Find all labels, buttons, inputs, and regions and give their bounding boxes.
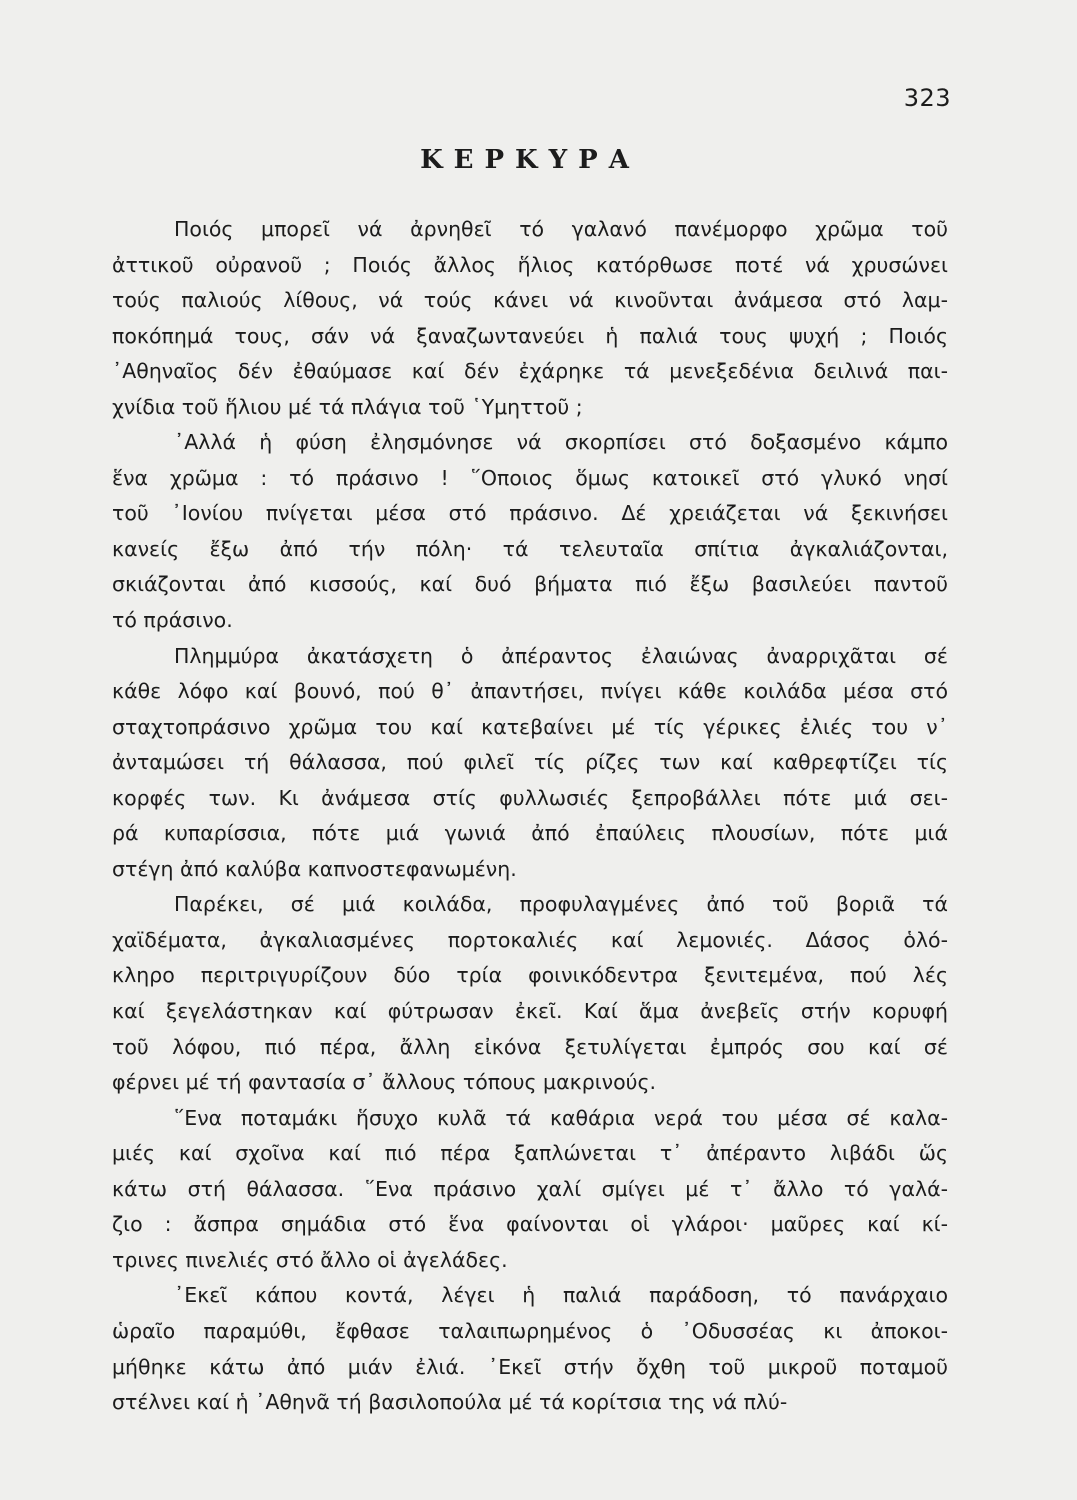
- text-line: σταχτοπράσινο χρῶμα του καί κατεβαίνει μέ τίς γέρικες ἐλιές του ν᾿: [112, 714, 948, 739]
- paragraph: [112, 1278, 948, 1420]
- text-line: ρά κυπαρίσσια, πότε μιά γωνιά ἀπό ἐπαύλεις πλουσίων, πότε μιά: [112, 821, 948, 846]
- text-line: Πλημμύρα ἀκατάσχετη ὁ ἀπέραντος ἐλαιώνας ἀναρριχᾶται σέ: [174, 643, 948, 668]
- text-line: κάτω στή θάλασσα. ῞Ενα πράσινο χαλί σμίγει μέ τ᾿ ἄλλο τό γαλά-: [112, 1176, 948, 1201]
- text-line: στέλνει καί ἡ ᾿Αθηνᾶ τή βασιλοπούλα μέ τά κορίτσια της νά πλύ-: [112, 1390, 788, 1415]
- text-line: ᾿Αλλά ἡ φύση ἐλησμόνησε νά σκορπίσει στό δοξασμένο κάμπο: [174, 430, 948, 455]
- text-line: σκιάζονται ἀπό κισσούς, καί δυό βήματα πιό ἔξω βασιλεύει παντοῦ: [112, 572, 948, 597]
- text-line: ἕνα χρῶμα : τό πράσινο ! ῞Οποιος ὅμως κατοικεῖ στό γλυκό νησί: [112, 465, 948, 490]
- paragraph: [112, 212, 948, 425]
- text-line: Ποιός μπορεῖ νά ἀρνηθεῖ τό γαλανό πανέμορφο χρῶμα τοῦ: [174, 217, 948, 241]
- text-line: κληρο περιτριγυρίζουν δύο τρία φοινικόδεντρα ξενιτεμένα, πού λές: [112, 963, 948, 988]
- text-line: φέρνει μέ τή φαντασία σ᾿ ἄλλους τόπους μακρινούς.: [112, 1070, 657, 1095]
- text-line: καί ξεγελάστηκαν καί φύτρωσαν ἐκεῖ. Καί ἅμα ἀνεβεῖς στήν κορυφή: [112, 999, 948, 1024]
- text-line: τρινες πινελιές στό ἄλλο οἱ ἀγελάδες.: [112, 1247, 508, 1272]
- text-line: χαϊδέματα, ἀγκαλιασμένες πορτοκαλιές καί λεμονιές. Δάσος ὁλό-: [112, 927, 948, 952]
- paragraph: [112, 639, 948, 888]
- text-line: τοῦ ᾿Ιονίου πνίγεται μέσα στό πράσινο. Δέ χρειάζεται νά ξεκινήσει: [112, 501, 948, 526]
- text-line: ὡραῖο παραμύθι, ἔφθασε ταλαιπωρημένος ὁ ᾿Οδυσσέας κι ἀποκοι-: [112, 1318, 948, 1343]
- text-line: ᾿Αθηναῖος δέν ἐθαύμασε καί δέν ἐχάρηκε τά μενεξεδένια δειλινά παι-: [112, 359, 948, 384]
- text-line: μιές καί σχοῖνα καί πιό πέρα ξαπλώνεται τ᾿ ἀπέραντο λιβάδι ὥς: [112, 1141, 948, 1166]
- text-line: τοῦ λόφου, πιό πέρα, ἄλλη εἰκόνα ξετυλίγεται ἐμπρός σου καί σέ: [112, 1034, 948, 1059]
- text-line: χνίδια τοῦ ἥλιου μέ τά πλάγια τοῦ ῾Υμηττοῦ ;: [112, 394, 583, 419]
- text-line: κανείς ἔξω ἀπό τήν πόλη· τά τελευταῖα σπίτια ἀγκαλιάζονται,: [112, 536, 948, 561]
- body-text: [112, 212, 948, 1421]
- text-line: ποκόπημά τους, σάν νά ξαναζωντανεύει ἡ παλιά τους ψυχή ; Ποιός: [112, 323, 948, 348]
- page-title: ΚΕΡΚΥΡΑ: [420, 145, 640, 175]
- text-line: ζιο : ἄσπρα σημάδια στό ἕνα φαίνονται οἱ γλάροι· μαῦρες καί κί-: [112, 1212, 948, 1237]
- text-line: ἀττικοῦ οὐρανοῦ ; Ποιός ἄλλος ἥλιος κατόρθωσε ποτέ νά χρυσώνει: [112, 252, 948, 277]
- paragraph: [112, 887, 948, 1100]
- text-line: μήθηκε κάτω ἀπό μιάν ἐλιά. ᾿Εκεῖ στήν ὄχθη τοῦ μικροῦ ποταμοῦ: [112, 1354, 948, 1379]
- text-line: Παρέκει, σέ μιά κοιλάδα, προφυλαγμένες ἀπό τοῦ βοριᾶ τά: [174, 892, 948, 917]
- text-line: τό πράσινο.: [112, 608, 233, 633]
- text-line: ἀνταμώσει τή θάλασσα, πού φιλεῖ τίς ρίζες των καί καθρεφτίζει τίς: [112, 750, 948, 775]
- text-line: ῞Ενα ποταμάκι ἥσυχο κυλᾶ τά καθάρια νερά του μέσα σέ καλα-: [174, 1105, 948, 1130]
- page-number: 323: [903, 84, 951, 112]
- text-line: τούς παλιούς λίθους, νά τούς κάνει νά κινοῦνται ἀνάμεσα στό λαμ-: [112, 288, 948, 313]
- paragraph: [112, 425, 948, 638]
- text-line: κάθε λόφο καί βουνό, πού θ᾿ ἀπαντήσει, πνίγει κάθε κοιλάδα μέσα στό: [112, 679, 948, 704]
- text-line: στέγη ἀπό καλύβα καπνοστεφανωμένη.: [112, 856, 517, 881]
- paragraph: [112, 1101, 948, 1279]
- text-line: κορφές των. Κι ἀνάμεσα στίς φυλλωσιές ξεπροβάλλει πότε μιά σει-: [112, 785, 948, 810]
- text-line: ᾿Εκεῖ κάπου κοντά, λέγει ἡ παλιά παράδοση, τό πανάρχαιο: [174, 1283, 948, 1308]
